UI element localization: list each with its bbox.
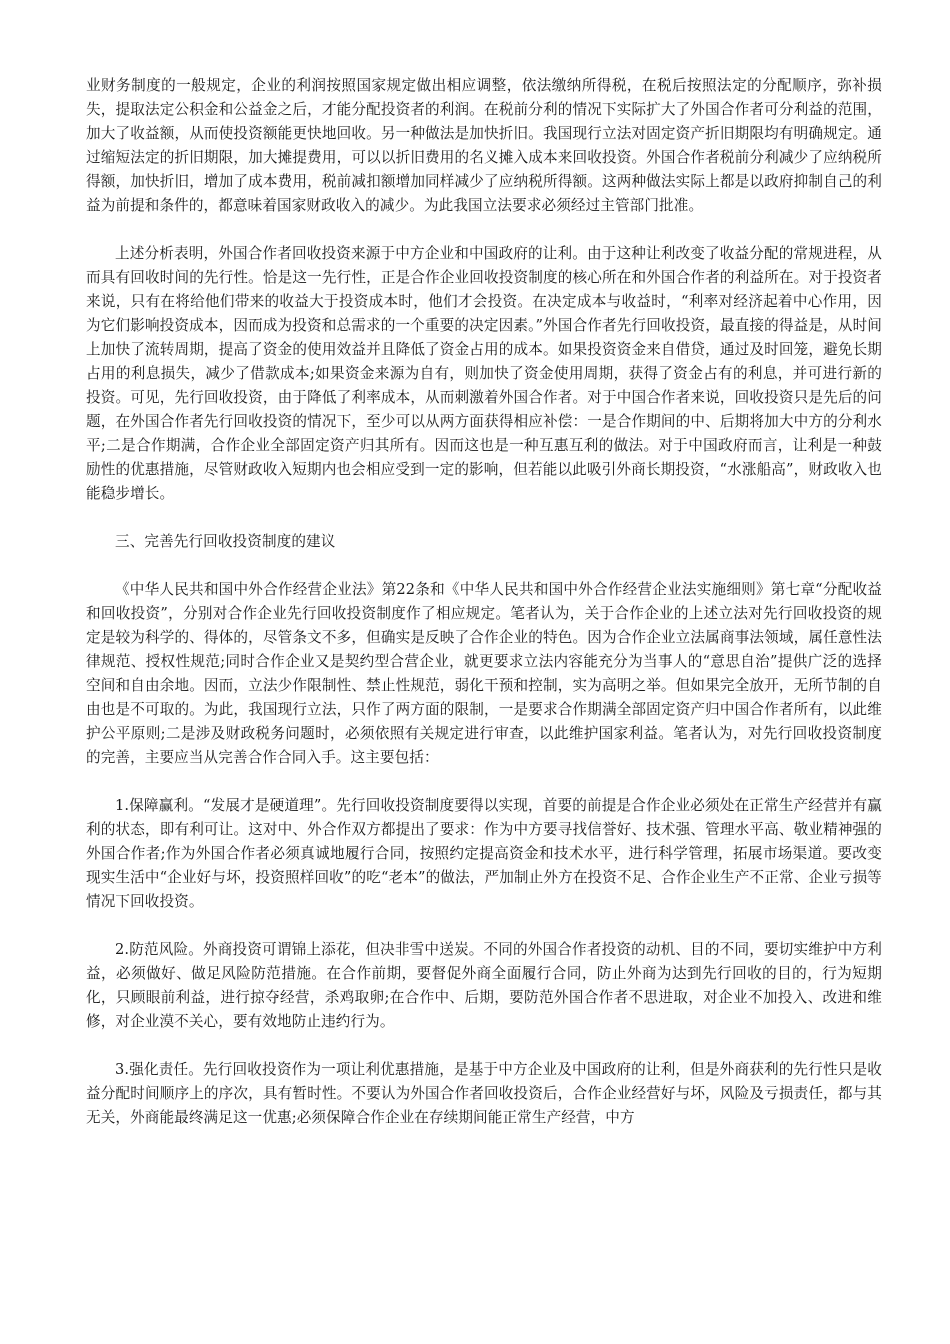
- paragraph-point-2: 2.防范风险。外商投资可谓锦上添花，但决非雪中送炭。不同的外国合作者投资的动机、目的不同，要切实维护中方利益，必须做好、做足风险防范措施。在合作前期，要督促外商全面履行合同，防止外商为达到先行回收的目的，行为短期化，只顾眼前利益，进行掠夺经营，杀鸡取卵;在合作中、后期，要防范外国合作者不思进取，对企业不加投入、改进和维修，对企业漠不关心，要有效地防止违约行为。: [86, 941, 882, 1030]
- paragraph-1: 业财务制度的一般规定，企业的利润按照国家规定做出相应调整，依法缴纳所得税，在税后按照法定的分配顺序，弥补损失，提取法定公积金和公益金之后，才能分配投资者的利润。在税前分利的情况下实际扩大了外国合作者可分利益的范围，加大了收益额，从而使投资额能更快地回收。另一种做法是加快折旧。我国现行立法对固定资产折旧期限均有明确规定。通过缩短法定的折旧期限，加大摊提费用，可以以折旧费用的名义摊入成本来回收投资。外国合作者税前分利减少了应纳税所得额，加快折旧，增加了成本费用，税前减扣额增加同样减少了应纳税所得额。这两种做法实际上都是以政府抑制自己的利益为前提和条件的，都意味着国家财政收入的减少。为此我国立法要求必须经过主管部门批准。: [86, 77, 882, 214]
- paragraph-2: 上述分析表明，外国合作者回收投资来源于中方企业和中国政府的让利。由于这种让利改变了收益分配的常规进程，从而具有回收时间的先行性。恰是这一先行性，正是合作企业回收投资制度的核心所在和外国合作者的利益所在。对于投资者来说，只有在将给他们带来的收益大于投资成本时，他们才会投资。在决定成本与收益时，“利率对经济起着中心作用，因为它们影响投资成本，因而成为投资和总需求的一个重要的决定因素。”外国合作者先行回收投资，最直接的得益是，从时间上加快了流转周期，提高了资金的使用效益并且降低了资金占用的成本。如果投资资金来自借贷，通过及时回笼，避免长期占用的利息损失，减少了借款成本;如果资金来源为自有，则加快了资金使用周期，获得了资金占有的利息，并可进行新的投资。可见，先行回收投资，由于降低了利率成本，从而刺激着外国合作者。对于中国合作者来说，回收投资只是先后的问题，在外国合作者先行回收投资的情况下，至少可以从两方面获得相应补偿：一是合作期间的中、后期将加大中方的分利水平;二是合作期满，合作企业全部固定资产归其所有。因而这也是一种互惠互利的做法。对于中国政府而言，让利是一种鼓励性的优惠措施，尽管财政收入短期内也会相应受到一定的影响，但若能以此吸引外商长期投资，“水涨船高”，财政收入也能稳步增长。: [86, 245, 882, 502]
- section-heading-3: 三、完善先行回收投资制度的建议: [115, 533, 336, 550]
- paragraph-point-3: 3.强化责任。先行回收投资作为一项让利优惠措施，是基于中方企业及中国政府的让利，但是外商获利的先行性只是收益分配时间顺序上的序次，具有暂时性。不要认为外国合作者回收投资后，合作企业经营好与坏，风险及亏损责任，都与其无关，外商能最终满足这一优惠;必须保障合作企业在存续期间能正常生产经营，中方: [86, 1061, 882, 1126]
- document-body: [86, 74, 882, 1154]
- paragraph-3: 《中华人民共和国中外合作经营企业法》第22条和《中华人民共和国中外合作经营企业法实施细则》第七章“分配收益和回收投资”，分别对合作企业先行回收投资制度作了相应规定。笔者认为，关于合作企业的上述立法对先行回收投资的规定是较为科学的、得体的，尽管条文不多，但确实是反映了合作企业的特色。因为合作企业立法属商事法领域，属任意性法律规范、授权性规范;同时合作企业又是契约型合营企业，就更要求立法内容能充分为当事人的“意思自治”提供广泛的选择空间和自由余地。因而，立法少作限制性、禁止性规范，弱化干预和控制，实为高明之举。但如果完全放开，无所节制的自由也是不可取的。为此，我国现行立法，只作了两方面的限制，一是要求合作期满全部固定资产归中国合作者所有，以此维护公平原则;二是涉及财政税务问题时，必须依照有关规定进行审查，以此维护国家利益。笔者认为，对先行回收投资制度的完善，主要应当从完善合作合同入手。这主要包括：: [86, 581, 882, 766]
- paragraph-point-1: 1.保障赢利。“发展才是硬道理”。先行回收投资制度要得以实现，首要的前提是合作企业必须处在正常生产经营并有赢利的状态，即有利可让。这对中、外合作双方都提出了要求：作为中方要寻找信誉好、技术强、管理水平高、敬业精神强的外国合作者;作为外国合作者必须真诚地履行合同，按照约定提高资金和技术水平，进行科学管理，拓展市场渠道。要改变现实生活中“企业好与坏，投资照样回收”的吃“老本”的做法，严加制止外方在投资不足、合作企业生产不正常、企业亏损等情况下回收投资。: [86, 797, 882, 910]
